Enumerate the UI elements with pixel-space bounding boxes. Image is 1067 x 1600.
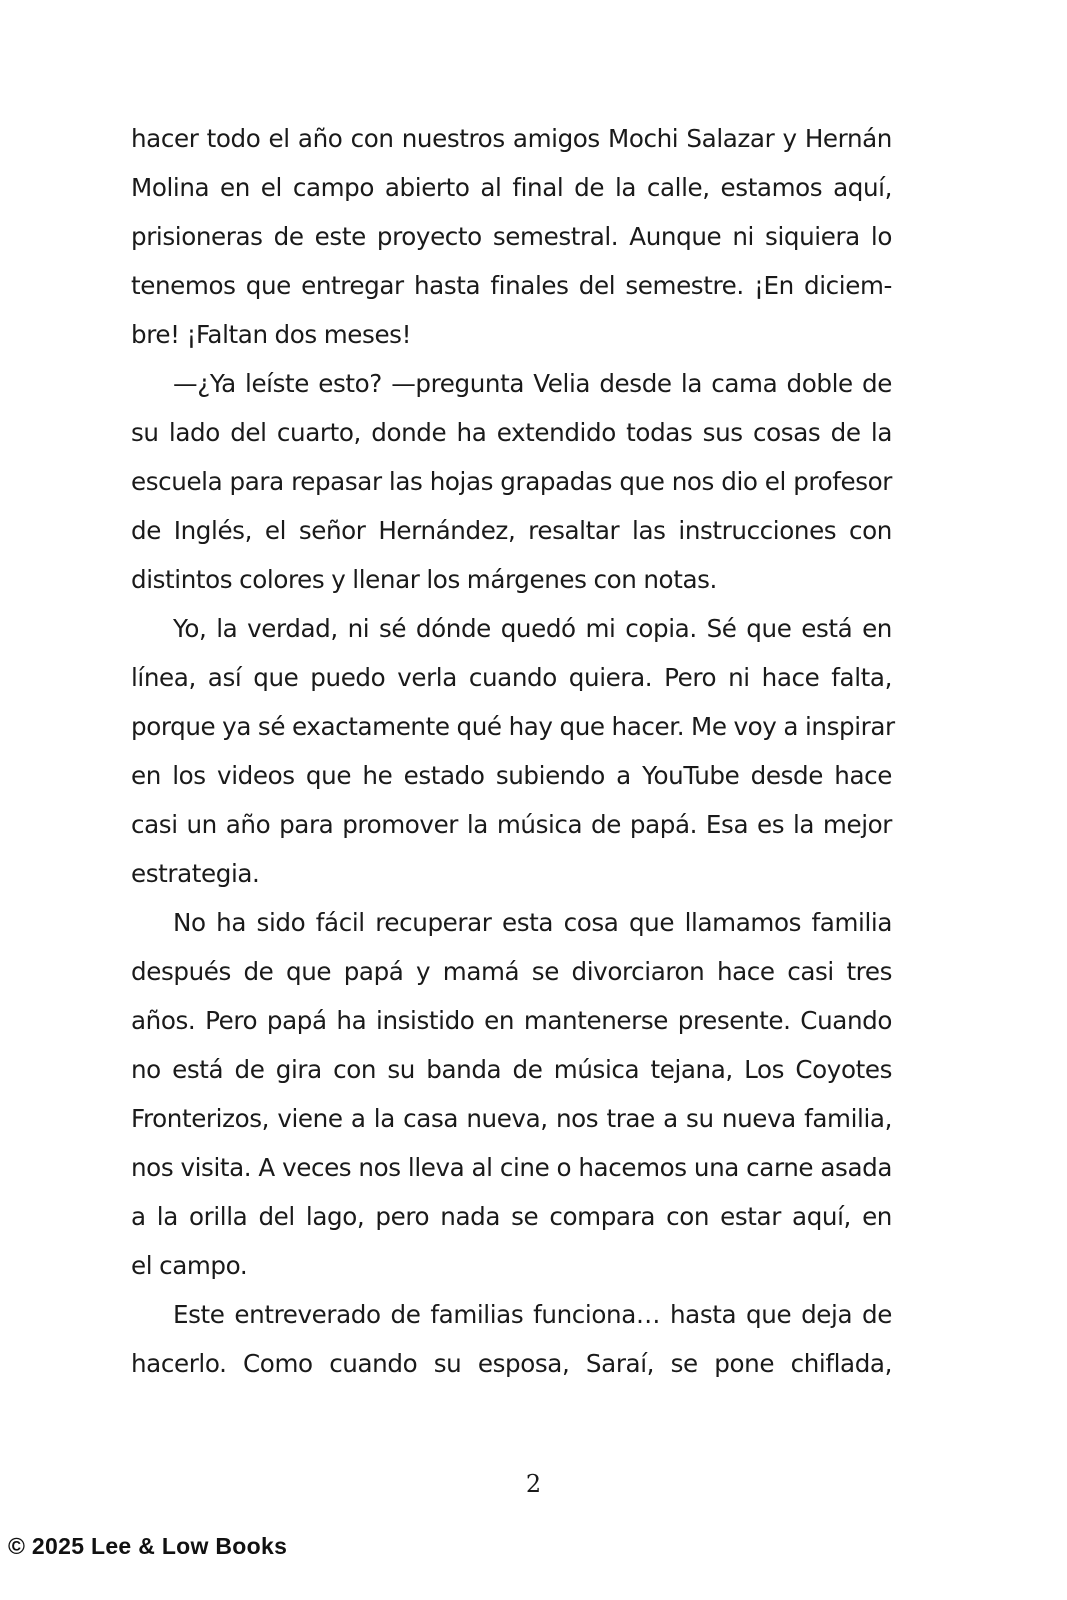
text-line: Este entreverado de familias funciona… hasta que deja de bbox=[173, 1300, 892, 1329]
text-line: estrategia. bbox=[131, 859, 260, 888]
text-line: en los videos que he estado subiendo a YouTube desde hace bbox=[131, 761, 892, 790]
text-line: tenemos que entregar hasta finales del semestre. ¡En diciem- bbox=[131, 271, 892, 300]
text-line: —¿Ya leíste esto? —pregunta Velia desde la cama doble de bbox=[173, 369, 892, 398]
body-text bbox=[131, 114, 895, 1388]
text-line: escuela para repasar las hojas grapadas que nos dio el profesor bbox=[131, 467, 892, 496]
text-line: hacer todo el año con nuestros amigos Mochi Salazar y Hernán bbox=[131, 124, 892, 153]
page-number: 2 bbox=[525, 1470, 542, 1498]
text-line: de Inglés, el señor Hernández, resaltar las instrucciones con bbox=[131, 516, 892, 545]
text-line: Molina en el campo abierto al final de la calle, estamos aquí, bbox=[131, 173, 892, 202]
text-line: su lado del cuarto, donde ha extendido todas sus cosas de la bbox=[131, 418, 892, 447]
text-line: bre! ¡Faltan dos meses! bbox=[131, 320, 412, 349]
text-line: Yo, la verdad, ni sé dónde quedó mi copia. Sé que está en bbox=[173, 614, 892, 643]
text-line: a la orilla del lago, pero nada se compara con estar aquí, en bbox=[131, 1202, 892, 1231]
text-line: línea, así que puedo verla cuando quiera. Pero ni hace falta, bbox=[131, 663, 892, 692]
copyright-notice: © 2025 Lee & Low Books bbox=[8, 1533, 288, 1559]
text-line: casi un año para promover la música de papá. Esa es la mejor bbox=[131, 810, 892, 839]
text-line: prisioneras de este proyecto semestral. Aunque ni siquiera lo bbox=[131, 222, 892, 251]
text-line: el campo. bbox=[131, 1251, 248, 1280]
text-line: Fronterizos, viene a la casa nueva, nos trae a su nueva familia, bbox=[131, 1104, 892, 1133]
text-line: hacerlo. Como cuando su esposa, Saraí, se pone chiflada, bbox=[131, 1349, 892, 1378]
text-line: no está de gira con su banda de música tejana, Los Coyotes bbox=[131, 1055, 892, 1084]
text-line: No ha sido fácil recuperar esta cosa que llamamos familia bbox=[173, 908, 892, 937]
text-line: nos visita. A veces nos lleva al cine o hacemos una carne asada bbox=[131, 1153, 892, 1182]
text-line: porque ya sé exactamente qué hay que hacer. Me voy a inspirar bbox=[131, 712, 895, 741]
text-line: años. Pero papá ha insistido en mantenerse presente. Cuando bbox=[131, 1006, 892, 1035]
text-line: después de que papá y mamá se divorciaron hace casi tres bbox=[131, 957, 892, 986]
text-line: distintos colores y llenar los márgenes con notas. bbox=[131, 565, 717, 594]
